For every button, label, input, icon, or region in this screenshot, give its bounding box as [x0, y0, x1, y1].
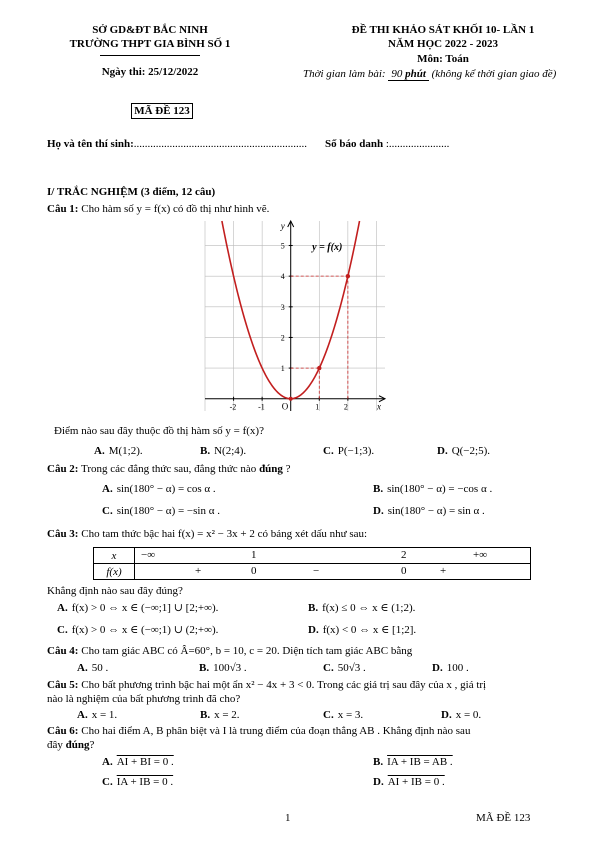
- page-number: 1: [285, 812, 291, 824]
- q6-text: Cho hai điểm A, B phân biệt và I là trung điểm của đoạn thẳng AB . Khẳng định nào sau: [81, 725, 471, 737]
- q4-option-d[interactable]: [432, 662, 469, 674]
- q2-option-c[interactable]: [102, 505, 220, 517]
- option-letter: A.: [102, 756, 113, 768]
- q5-label: Câu 5:: [47, 679, 79, 691]
- sign-zero-1: 0: [251, 565, 257, 577]
- q6-text-line2: [47, 739, 94, 751]
- option-text: 100√3 .: [213, 662, 247, 674]
- option-letter: A.: [102, 483, 113, 495]
- sign-table: [93, 547, 531, 580]
- q2-option-d[interactable]: [373, 505, 485, 517]
- x-tick-label: -1: [258, 402, 265, 412]
- x-tick-label: 1: [315, 402, 320, 412]
- option-letter: B.: [200, 445, 211, 457]
- q3-label: Câu 3:: [47, 528, 79, 540]
- q1-option-d[interactable]: [437, 445, 490, 457]
- data-point: [317, 366, 321, 370]
- school-name: TRƯỜNG THPT GIA BÌNH SỐ 1: [69, 38, 231, 50]
- sign-table-row-f: [94, 564, 531, 580]
- q1-question: Điểm nào sau đây thuộc đồ thị hàm số y = f(x)?: [54, 425, 264, 437]
- question-3: [47, 528, 367, 540]
- footer-exam-code: MÃ ĐỀ 123: [476, 812, 531, 824]
- q6-option-a[interactable]: [102, 756, 174, 768]
- y-tick-label: 2: [280, 333, 285, 343]
- option-letter: C.: [323, 445, 334, 457]
- y-tick-label: 1: [280, 364, 285, 374]
- q3-text: Cho tam thức bậc hai f(x) = x² − 3x + 2 có bảng xét dấu như sau:: [81, 528, 368, 540]
- q4-option-b[interactable]: [199, 662, 247, 674]
- option-letter: D.: [441, 709, 452, 721]
- q4-label: Câu 4:: [47, 645, 79, 657]
- q3-option-b[interactable]: [308, 601, 415, 614]
- school-year: NĂM HỌC 2022 - 2023: [388, 38, 498, 50]
- option-letter: D.: [432, 662, 443, 674]
- time-value: 90: [391, 68, 403, 80]
- option-letter: B.: [200, 709, 211, 721]
- option-text: f(x) > 0 ⇔ x ∈ (−∞;1] ∪ [2;+∞).: [71, 602, 219, 614]
- sign-table-x-values: [135, 548, 531, 564]
- option-text: sin(180° − α) = −cos α .: [387, 483, 493, 495]
- question-5: [47, 679, 486, 691]
- student-id: [325, 138, 449, 150]
- option-text: x = 3.: [337, 709, 364, 721]
- option-letter: C.: [57, 624, 68, 636]
- option-letter: B.: [199, 662, 210, 674]
- q5-option-c[interactable]: [323, 709, 363, 721]
- q6-text-bold: đúng: [65, 739, 90, 751]
- x-root-1: 1: [251, 549, 257, 561]
- option-text: AI + IB = 0 .: [387, 776, 445, 788]
- data-point-origin: [289, 397, 293, 401]
- y-tick-label: 4: [280, 272, 285, 282]
- q6-option-c[interactable]: [102, 776, 173, 788]
- question-2: [47, 463, 291, 475]
- student-id-label: Số báo danh: [325, 138, 384, 150]
- q1-option-a[interactable]: [94, 445, 143, 457]
- option-text: N(2;4).: [214, 445, 247, 457]
- time-unit: phút: [405, 68, 426, 80]
- student-name-label: Họ và tên thí sinh:: [47, 138, 134, 150]
- q2-text-bold: đúng: [259, 463, 283, 475]
- q5-text-line2: nào là nghiệm của bất phương trình đã cho?: [47, 693, 241, 705]
- question-6: [47, 725, 470, 737]
- q4-text: Cho tam giác ABC có Â=60°, b = 10, c = 20. Diện tích tam giác ABC bằng: [81, 645, 413, 657]
- option-letter: D.: [373, 505, 384, 517]
- q1-option-c[interactable]: [323, 445, 374, 457]
- question-1: [47, 203, 269, 215]
- sign-table-head-f: f(x): [94, 564, 135, 580]
- option-text: x = 1.: [91, 709, 118, 721]
- q3-option-d[interactable]: [308, 623, 416, 636]
- q2-label: Câu 2:: [47, 463, 79, 475]
- option-letter: C.: [102, 776, 113, 788]
- time-note: (không kể thời gian giao đề): [431, 68, 557, 80]
- x-pos-inf: +∞: [473, 549, 488, 561]
- option-text: x = 0.: [455, 709, 482, 721]
- q6-option-b[interactable]: [373, 756, 453, 768]
- y-tick-label: 5: [280, 241, 285, 251]
- q3-option-c[interactable]: [57, 623, 218, 636]
- q1-text: Cho hàm số y = f(x) có đồ thị như hình vẽ.: [81, 203, 270, 215]
- q5-option-a[interactable]: [77, 709, 117, 721]
- x-tick-label: -2: [229, 402, 237, 412]
- option-text: sin(180° − α) = −sin α .: [116, 505, 220, 517]
- q2-option-a[interactable]: [102, 483, 216, 495]
- q4-option-c[interactable]: [323, 662, 366, 674]
- q1-label: Câu 1:: [47, 203, 79, 215]
- option-letter: B.: [308, 602, 319, 614]
- q5-text: Cho bất phương trình bậc hai một ẩn x² − 4x + 3 < 0. Trong các giá trị sau đây của x , giá trị: [81, 679, 487, 691]
- exam-code-box: MÃ ĐỀ 123: [131, 103, 193, 119]
- option-text: sin(180° − α) = sin α .: [387, 505, 485, 517]
- option-letter: A.: [77, 662, 88, 674]
- sign-table-f-values: [135, 564, 531, 580]
- option-text: x = 2.: [214, 709, 240, 721]
- option-letter: A.: [57, 602, 68, 614]
- sign-zero-2: 0: [401, 565, 407, 577]
- exam-title: ĐỀ THI KHẢO SÁT KHỐI 10- LẦN 1: [351, 24, 535, 36]
- option-text: 100 .: [446, 662, 469, 674]
- q3-question: Khẳng định nào sau đây đúng?: [47, 585, 183, 597]
- sign-minus: −: [313, 565, 320, 577]
- option-letter: A.: [94, 445, 105, 457]
- time-info: [303, 68, 556, 81]
- x-tick-label: 2: [343, 402, 348, 412]
- q2-text-end: ?: [285, 463, 291, 475]
- option-letter: B.: [373, 483, 384, 495]
- option-letter: D.: [308, 624, 319, 636]
- option-text: P(−1;3).: [337, 445, 375, 457]
- option-letter: D.: [373, 776, 384, 788]
- data-point: [346, 274, 350, 278]
- q2-option-b[interactable]: [373, 483, 492, 495]
- y-tick-label: 3: [280, 302, 285, 312]
- option-text: AI + BI = 0 .: [116, 756, 174, 768]
- option-text: f(x) > 0 ⇔ x ∈ (−∞;1) ∪ (2;+∞).: [71, 624, 219, 636]
- option-letter: C.: [323, 709, 334, 721]
- q4-option-a[interactable]: [77, 662, 108, 674]
- sign-plus-right: +: [440, 565, 447, 577]
- question-4: [47, 645, 412, 657]
- option-letter: A.: [77, 709, 88, 721]
- option-text: f(x) ≤ 0 ⇔ x ∈ (1;2).: [322, 602, 416, 614]
- section-title: [47, 186, 215, 198]
- q5-option-b[interactable]: [200, 709, 240, 721]
- origin-label: O: [281, 401, 289, 412]
- x-axis-label: x: [377, 401, 381, 412]
- option-text: M(1;2).: [108, 445, 143, 457]
- option-text: 50 .: [91, 662, 109, 674]
- q1-option-b[interactable]: [200, 445, 246, 457]
- sign-table-row-x: [94, 548, 531, 564]
- section-detail: (3 điểm, 12 câu): [140, 186, 216, 198]
- option-text: 50√3 .: [337, 662, 366, 674]
- option-letter: C.: [102, 505, 113, 517]
- subject: Môn: Toán: [417, 53, 469, 65]
- option-text: IA + IB = 0 .: [116, 776, 174, 788]
- sign-plus-left: +: [195, 565, 202, 577]
- q6-text-line2-a: đây: [47, 739, 63, 751]
- option-letter: D.: [437, 445, 448, 457]
- student-id-dots: :......................: [385, 138, 450, 150]
- option-text: Q(−2;5).: [451, 445, 490, 457]
- section-title-text: I/ TRẮC NGHIỆM: [47, 186, 138, 198]
- department-name: SỞ GD&ĐT BẮC NINH: [92, 24, 208, 36]
- option-text: f(x) < 0 ⇔ x ∈ [1;2].: [322, 624, 417, 636]
- q6-label: Câu 6:: [47, 725, 79, 737]
- q2-text: Trong các đẳng thức sau, đẳng thức nào: [81, 463, 257, 475]
- time-prefix: Thời gian làm bài:: [303, 68, 386, 80]
- option-text: IA + IB = AB .: [387, 756, 453, 768]
- q6-option-d[interactable]: [373, 776, 445, 788]
- y-axis-label: y: [280, 221, 285, 231]
- q3-option-a[interactable]: [57, 601, 218, 614]
- q5-option-d[interactable]: [441, 709, 481, 721]
- student-name-dots: ...............................................................: [133, 138, 308, 150]
- sign-table-head-x: x: [94, 548, 135, 564]
- header-underline: [100, 55, 200, 56]
- exam-date: Ngày thi: 25/12/2022: [101, 66, 199, 78]
- curve-label: y = f(x): [312, 242, 343, 254]
- x-neg-inf: −∞: [141, 549, 156, 561]
- student-info: [47, 138, 307, 150]
- option-letter: C.: [323, 662, 334, 674]
- option-letter: B.: [373, 756, 384, 768]
- q6-text-end: ?: [89, 739, 95, 751]
- function-graph: [200, 216, 390, 416]
- x-root-2: 2: [401, 549, 407, 561]
- option-text: sin(180° − α) = cos α .: [116, 483, 216, 495]
